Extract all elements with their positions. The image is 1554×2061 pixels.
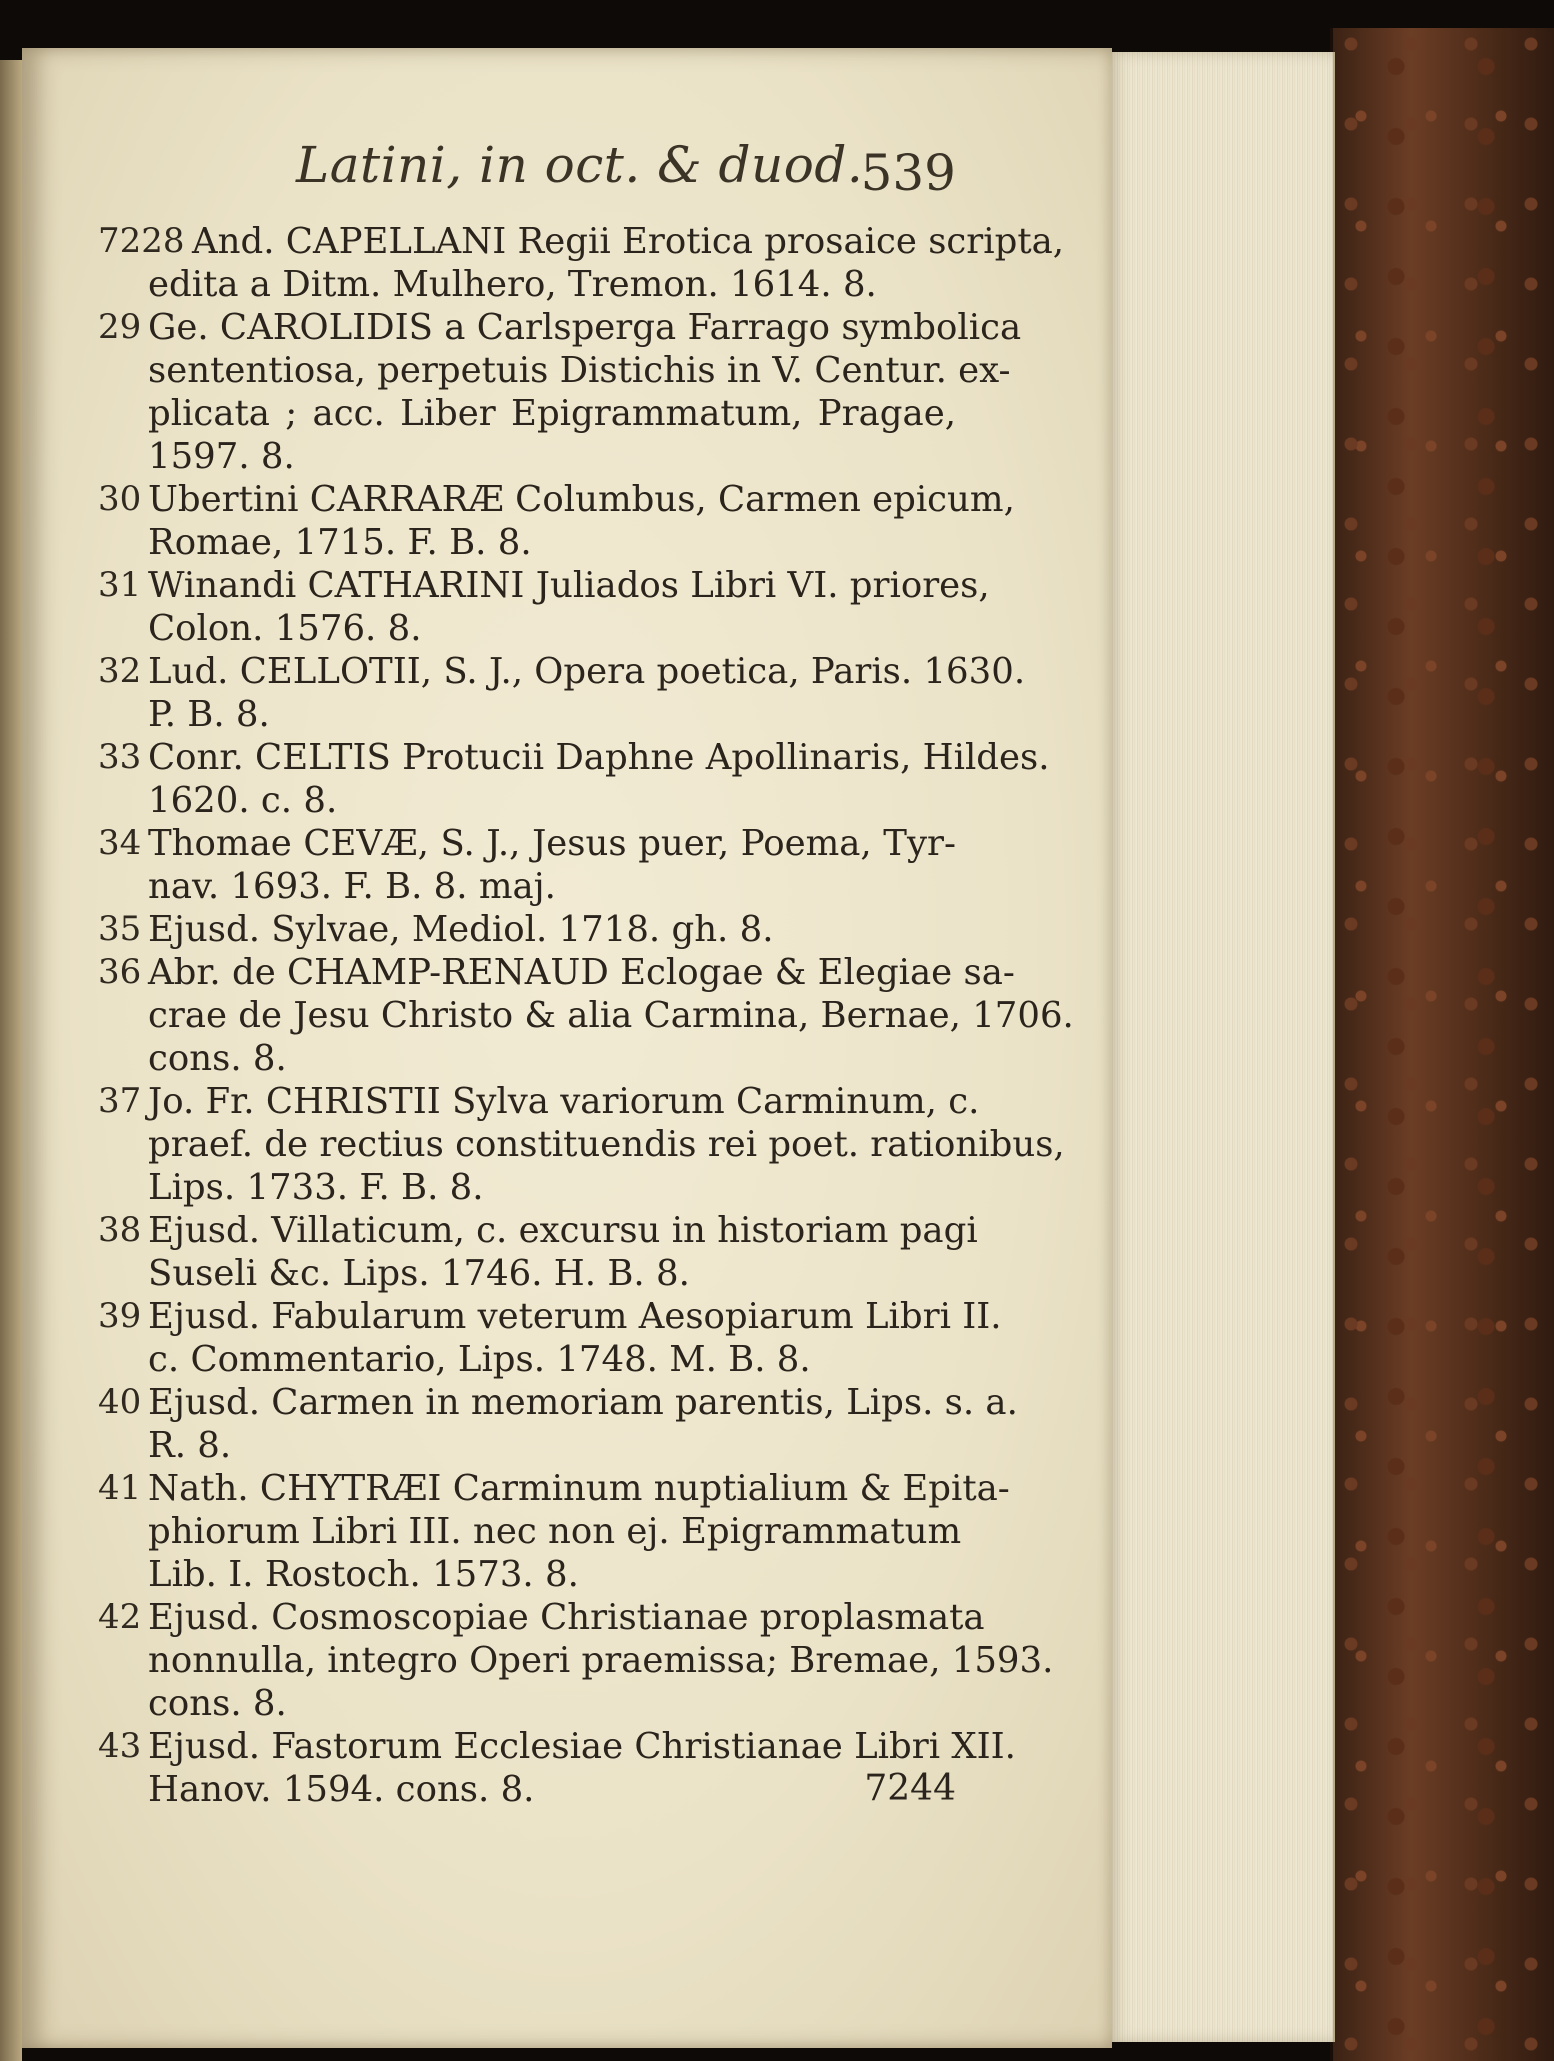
- running-title: Latini, in oct. & duod.: [296, 136, 864, 194]
- catalogue-entry: [98, 822, 956, 908]
- entry-number: 33: [98, 737, 142, 777]
- entry-number: 43: [98, 1726, 142, 1766]
- entry-number: 39: [98, 1296, 142, 1336]
- entry-line: edita a Ditm. Mulhero, Tremon. 1614. 8.: [148, 264, 877, 305]
- catalogue-entry: [98, 220, 1065, 306]
- catalogue-entry: [98, 1596, 1054, 1725]
- book-page: [22, 48, 1112, 2048]
- entry-number: 40: [98, 1382, 142, 1422]
- catalogue-entry: [98, 564, 990, 650]
- entry-line: 1620. c. 8.: [148, 780, 338, 821]
- entry-number: 31: [98, 565, 142, 605]
- page-number: 539: [860, 144, 956, 202]
- entry-line: Hanov. 1594. cons. 8.: [148, 1769, 535, 1810]
- catalogue-entry: [98, 1080, 1065, 1209]
- entry-line: Ejusd. Fastorum Ecclesiae Christianae Libri XII.: [148, 1726, 1016, 1767]
- catalogue-entries: [98, 220, 1074, 1811]
- entry-line: P. B. 8.: [148, 694, 270, 735]
- entry-line: Nath. CHYTRÆI Carminum nuptialium & Epita-: [148, 1468, 1010, 1509]
- entry-line: Lips. 1733. F. B. 8.: [148, 1167, 484, 1208]
- entry-number: 42: [98, 1597, 142, 1637]
- entry-line: Ge. CAROLIDIS a Carlsperga Farrago symbolica: [148, 307, 1022, 348]
- entry-line: Ejusd. Carmen in memoriam parentis, Lips. s. a.: [148, 1382, 1018, 1423]
- entry-line: Lud. CELLOTII, S. J., Opera poetica, Paris. 1630.: [148, 651, 1026, 692]
- catalogue-entry: [98, 908, 956, 951]
- entry-line: Colon. 1576. 8.: [148, 608, 422, 649]
- entry-line: Lib. I. Rostoch. 1573. 8.: [148, 1554, 579, 1595]
- entry-line: Ejusd. Villaticum, c. excursu in historiam pagi: [148, 1210, 978, 1251]
- entry-line: Suseli &c. Lips. 1746. H. B. 8.: [148, 1253, 690, 1294]
- entry-number: 41: [98, 1468, 142, 1508]
- entry-number: 36: [98, 952, 142, 992]
- entry-line: cons. 8.: [148, 1038, 287, 1079]
- entry-line: cons. 8.: [148, 1683, 287, 1724]
- catalogue-entry: [98, 1381, 1018, 1467]
- catalogue-entry: [98, 306, 1022, 478]
- catalogue-entry: [98, 1295, 1002, 1381]
- entry-line: Ejusd. Sylvae, Mediol. 1718. gh. 8.: [148, 909, 774, 950]
- entry-line: phiorum Libri III. nec non ej. Epigrammatum: [148, 1511, 962, 1552]
- entry-line: Ubertini CARRARÆ Columbus, Carmen epicum,: [148, 479, 1015, 520]
- catalogue-entry: [98, 1725, 1016, 1811]
- text-block: [98, 118, 1074, 1811]
- catalogue-entry: [98, 1209, 978, 1295]
- catalogue-entry: [98, 951, 1074, 1080]
- entry-line: sententiosa, perpetuis Distichis in V. Centur. ex-: [148, 350, 1011, 391]
- catalogue-entry: [98, 650, 1026, 736]
- page-stack-edge: [1108, 52, 1335, 2042]
- entry-line: c. Commentario, Lips. 1748. M. B. 8.: [148, 1339, 811, 1380]
- entry-line: Thomae CEVÆ, S. J., Jesus puer, Poema, Tyr-: [148, 823, 956, 864]
- catalogue-entry: [98, 736, 1050, 822]
- entry-number: 32: [98, 651, 142, 691]
- entry-number: 34: [98, 823, 142, 863]
- entry-number: 38: [98, 1210, 142, 1250]
- entry-line: Ejusd. Fabularum veterum Aesopiarum Libri II.: [148, 1296, 1002, 1337]
- entry-line: Romae, 1715. F. B. 8.: [148, 522, 532, 563]
- entry-line: Winandi CATHARINI Juliados Libri VI. priores,: [148, 565, 990, 606]
- entry-line: And. CAPELLANI Regii Erotica prosaice scripta,: [192, 221, 1065, 262]
- catalogue-entry: [98, 1467, 1010, 1596]
- entry-line: plicata ; acc. Liber Epigrammatum, Pragae,: [148, 393, 956, 434]
- entry-line: crae de Jesu Christo & alia Carmina, Bernae, 1706.: [148, 995, 1074, 1036]
- entry-line: praef. de rectius constituendis rei poet. rationibus,: [148, 1124, 1065, 1165]
- entry-line: R. 8.: [148, 1425, 232, 1466]
- book-cover-edge: [1330, 28, 1554, 2061]
- page-header: [98, 118, 956, 208]
- entry-line: Abr. de CHAMP-RENAUD Eclogae & Elegiae sa-: [148, 952, 1015, 993]
- entry-line: Conr. CELTIS Protucii Daphne Apollinaris, Hildes.: [148, 737, 1050, 778]
- entry-number: 29: [98, 307, 142, 347]
- entry-number: 35: [98, 909, 142, 949]
- entry-number: 37: [98, 1081, 142, 1121]
- entry-line: 1597. 8.: [148, 436, 295, 477]
- entry-line: nav. 1693. F. B. 8. maj.: [148, 866, 556, 907]
- entry-number: 7228: [98, 221, 185, 261]
- catalogue-entry: [98, 478, 1015, 564]
- entry-number: 30: [98, 479, 142, 519]
- entry-line: Ejusd. Cosmoscopiae Christianae proplasmata: [148, 1597, 985, 1638]
- entry-line: Jo. Fr. CHRISTII Sylva variorum Carminum, c.: [148, 1081, 980, 1122]
- binding-gutter: [0, 60, 22, 2061]
- entry-line: nonnulla, integro Operi praemissa; Bremae, 1593.: [148, 1640, 1054, 1681]
- catchword: 7244: [864, 1768, 956, 1809]
